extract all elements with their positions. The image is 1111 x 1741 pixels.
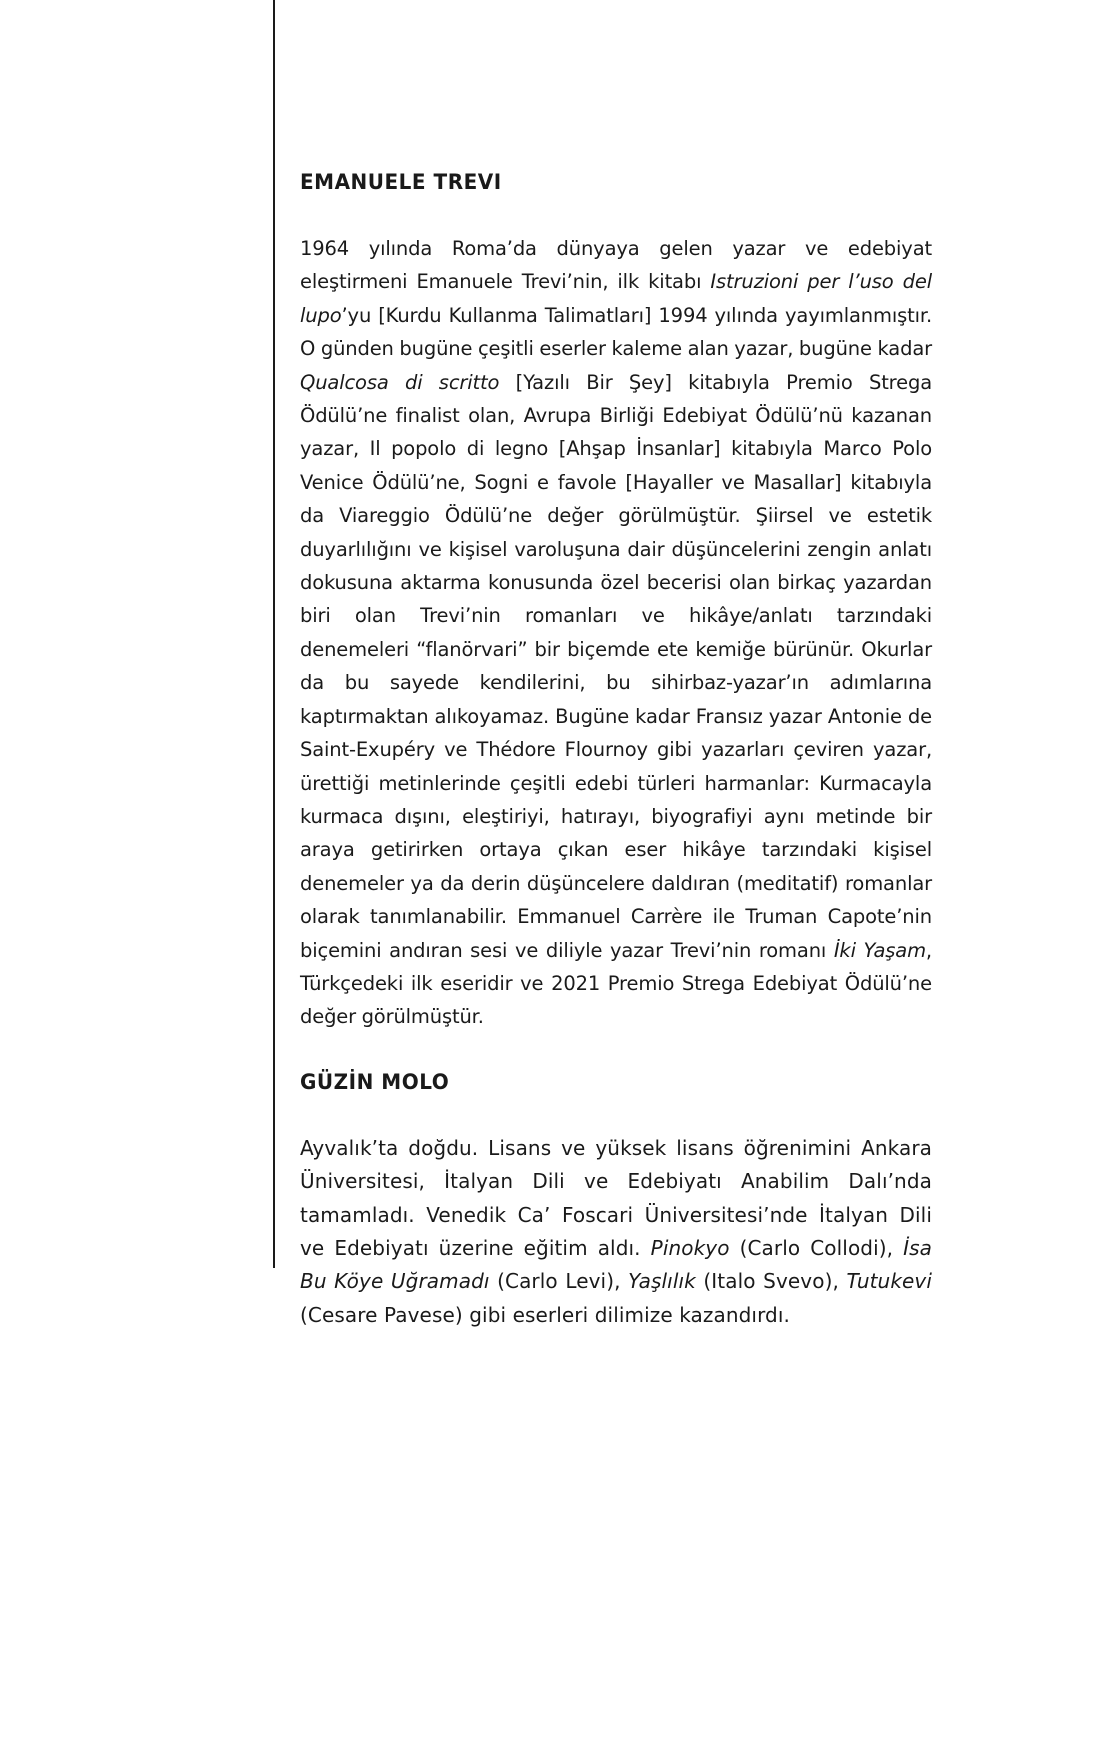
bio-text: (Carlo Levi),	[489, 1269, 629, 1294]
bio-text: Ayvalık’ta doğdu. Lisans ve yüksek lisans öğrenimini Ankara Üniversitesi, İtalyan Dili ve Edebiyatı Anabilim Dalı’nda tamamladı. Venedik Ca’ Foscari Üniversitesi’nde İtalyan Dili ve Edebiyatı üzerine eğitim aldı.	[300, 1135, 932, 1260]
bio-text: (Italo Svevo),	[695, 1269, 847, 1294]
bio-text: (Cesare Pavese) gibi eserleri dilimize kazandırdı.	[300, 1302, 790, 1327]
bio-text: [Yazılı Bir Şey] kitabıyla Premio Strega Ödülü’ne finalist olan, Avrupa Birliği Edebiyat Ödülü’nü kazanan yazar, Il popolo di legno [Ahşap İnsanlar] kitabıyla Marco Polo Venice Ödülü’ne, Sogni e favole [Hayaller ve Masallar] kitabıyla da Viareggio Ödülü’ne değer görülmüştür. Şiirsel ve estetik duyarlılığını ve kişisel varoluşuna dair düşüncelerini zengin anlatı dokusuna aktarma konusunda özel becerisi olan birkaç yazardan biri olan Trevi’nin romanları ve hikâye/anlatı tarzındaki denemeleri “flanörvari” bir biçemde ete kemiğe bürünür. Okurlar da bu sayede kendilerini, bu sihirbaz-yazar’ın adımlarına kaptırmaktan alıkoyamaz. Bugüne kadar Fransız yazar Antonie de Saint-Exupéry ve Thédore Flournoy gibi yazarları çeviren yazar, ürettiği metinlerinde çeşitli edebi türleri harmanlar: Kurmacayla kurmaca dışını, eleştiriyi, hatırayı, biyografiyi aynı metinde bir araya getirirken ortaya çıkan eser hikâye tarzındaki kişisel denemeler ya da derin düşüncelere daldıran (meditatif) romanlar olarak tanımlanabilir. Emmanuel Carrère ile Truman Capote’nin biçemini andıran sesi ve diliyle yazar Trevi’nin romanı	[300, 370, 932, 962]
bio-guzin-molo	[300, 1064, 932, 1332]
author-bio-paragraph	[300, 232, 932, 1034]
bio-text: , Türkçedeki ilk eseridir ve 2021 Premio Strega Edebiyat Ödülü’ne değer görülmüştür.	[300, 938, 932, 1029]
translator-heading: GÜZİN MOLO	[300, 1068, 450, 1094]
book-title: Tutukevi	[846, 1269, 932, 1294]
book-title: İsa Bu Köye Uğramadı	[300, 1235, 933, 1294]
book-title: Yaşlılık	[628, 1269, 696, 1294]
bio-text: ’yu [Kurdu Kullanma Talimatları] 1994 yılında yayımlanmıştır. O günden bugüne çeşitli eserler kaleme alan yazar, bugüne kadar	[300, 303, 932, 361]
bio-text: 1964 yılında Roma’da dünyaya gelen yazar ve edebiyat eleştirmeni Emanuele Trevi’nin, ilk kitabı	[300, 237, 932, 294]
translator-bio-paragraph	[300, 1132, 932, 1332]
page-content	[300, 164, 932, 1332]
book-title: Istruzioni per l’uso del lupo	[300, 270, 932, 327]
bio-emanuele-trevi	[300, 164, 932, 1034]
book-title: Pinokyo	[650, 1235, 730, 1260]
book-title: Qualcosa di scritto	[300, 370, 500, 394]
book-title: İki Yaşam	[833, 938, 926, 962]
margin-rule	[273, 0, 275, 1268]
bio-text: (Carlo Collodi),	[729, 1235, 904, 1260]
author-heading: EMANUELE TREVI	[300, 168, 502, 195]
